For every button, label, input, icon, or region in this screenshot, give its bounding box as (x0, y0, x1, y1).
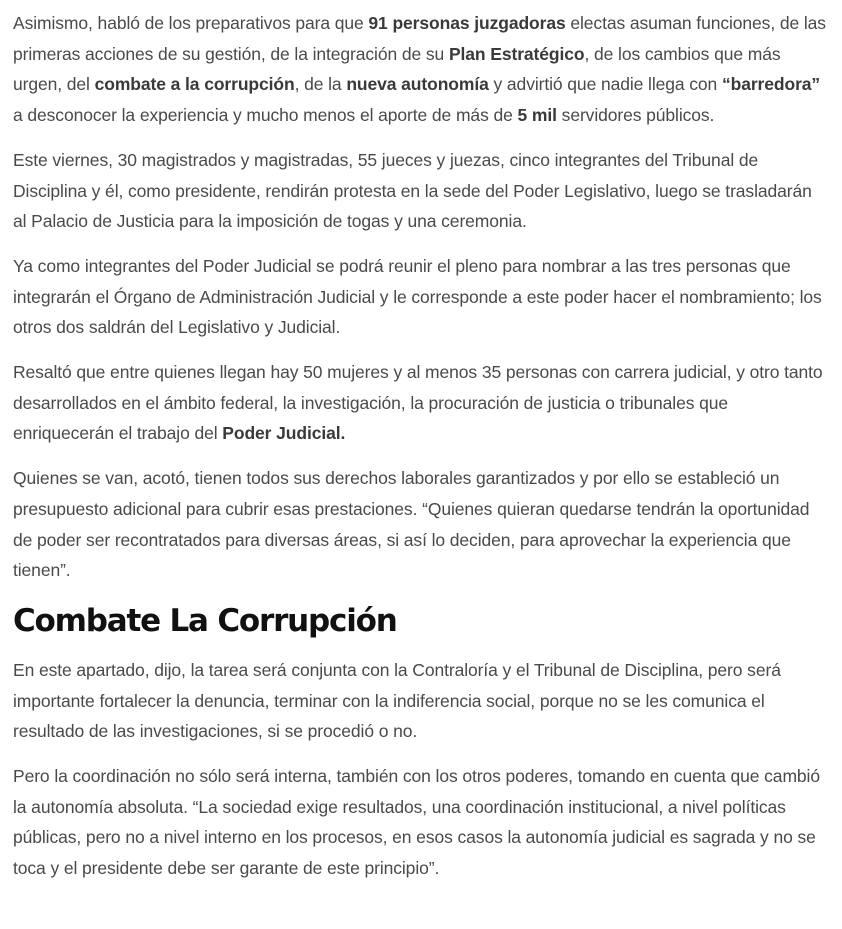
bold-text-segment: 5 mil (517, 105, 557, 126)
section-heading-combate-corrupcion: Combate La Corrupción (13, 602, 397, 639)
paragraph-contraloria (13, 655, 829, 747)
paragraph-mujeres-carrera (13, 357, 829, 449)
text-segment: Resaltó que entre quienes llegan hay 50 mujeres y al menos 35 personas con carrera judicial, y otro tanto desarrollados en el ámbito federal, la investigación, la procuración de justicia o tribunales que enriquecerán el trabajo del (13, 362, 823, 444)
bold-text-segment: 91 personas juzgadoras (368, 13, 566, 33)
text-segment: electas asuman funciones, de las primeras acciones de su gestión, de la integración de su (13, 13, 826, 64)
text-segment: y advirtió que nadie llega con (488, 74, 722, 95)
bold-text-segment: nueva autonomía (346, 74, 489, 95)
bold-text-segment: Plan Estratégico (448, 43, 585, 64)
text-segment: servidores públicos. (556, 105, 715, 126)
paragraph-protesta (13, 145, 829, 237)
text-segment: Asimismo, habló de los preparativos para que (13, 13, 369, 33)
paragraph-derechos-laborales (13, 463, 829, 586)
bold-text-segment: combate a la corrupción (94, 74, 295, 95)
text-segment: Ya como integrantes del Poder Judicial se podrá reunir el pleno para nombrar a las tres personas que integrarán el Órgano de Administración Judicial y le corresponde a este poder hacer el nombramiento; los otros dos saldrán del Legislativo y Judicial. (13, 255, 822, 338)
paragraph-preparativos (13, 8, 829, 131)
text-segment: Este viernes, 30 magistrados y magistradas, 55 jueces y juezas, cinco integrantes del Tribunal de Disciplina y él, como presidente, rendirán protesta en la sede del Poder Legislativo, luego se trasladarán al Palacio de Justicia para la imposición de togas y una ceremonia. (13, 149, 812, 232)
article-body (13, 8, 829, 898)
text-segment: , de la (294, 74, 347, 95)
bold-text-segment: Poder Judicial. (222, 423, 346, 444)
bold-text-segment: “barredora” (721, 74, 821, 95)
text-segment: , de los cambios que más urgen, del (13, 43, 781, 95)
text-segment: a desconocer la experiencia y mucho menos el aporte de más de (13, 105, 518, 126)
text-segment: Quienes se van, acotó, tienen todos sus derechos laborales garantizados y por ello se estableció un presupuesto adicional para cubrir esas prestaciones. “Quienes quieran quedarse tendrán la oportunidad de poder ser recontratados para diversas áreas, si así lo deciden, para aprovechar la experiencia que tienen”. (13, 468, 810, 581)
paragraph-coordinacion (13, 761, 829, 884)
text-segment: En este apartado, dijo, la tarea será conjunta con la Contraloría y el Tribunal de Disciplina, pero será importante fortalecer la denuncia, terminar con la indiferencia social, porque no se les comunica el resultado de las investigaciones, si se procedió o no. (13, 659, 781, 742)
text-segment: Pero la coordinación no sólo será interna, también con los otros poderes, tomando en cuenta que cambió la autonomía absoluta. “La sociedad exige resultados, una coordinación institucional, a nivel políticas públicas, pero no a nivel interno en los procesos, en esos casos la autonomía judicial es sagrada y no se toca y el presidente debe ser garante de este principio”. (13, 766, 820, 879)
paragraph-organo-administracion (13, 251, 829, 343)
